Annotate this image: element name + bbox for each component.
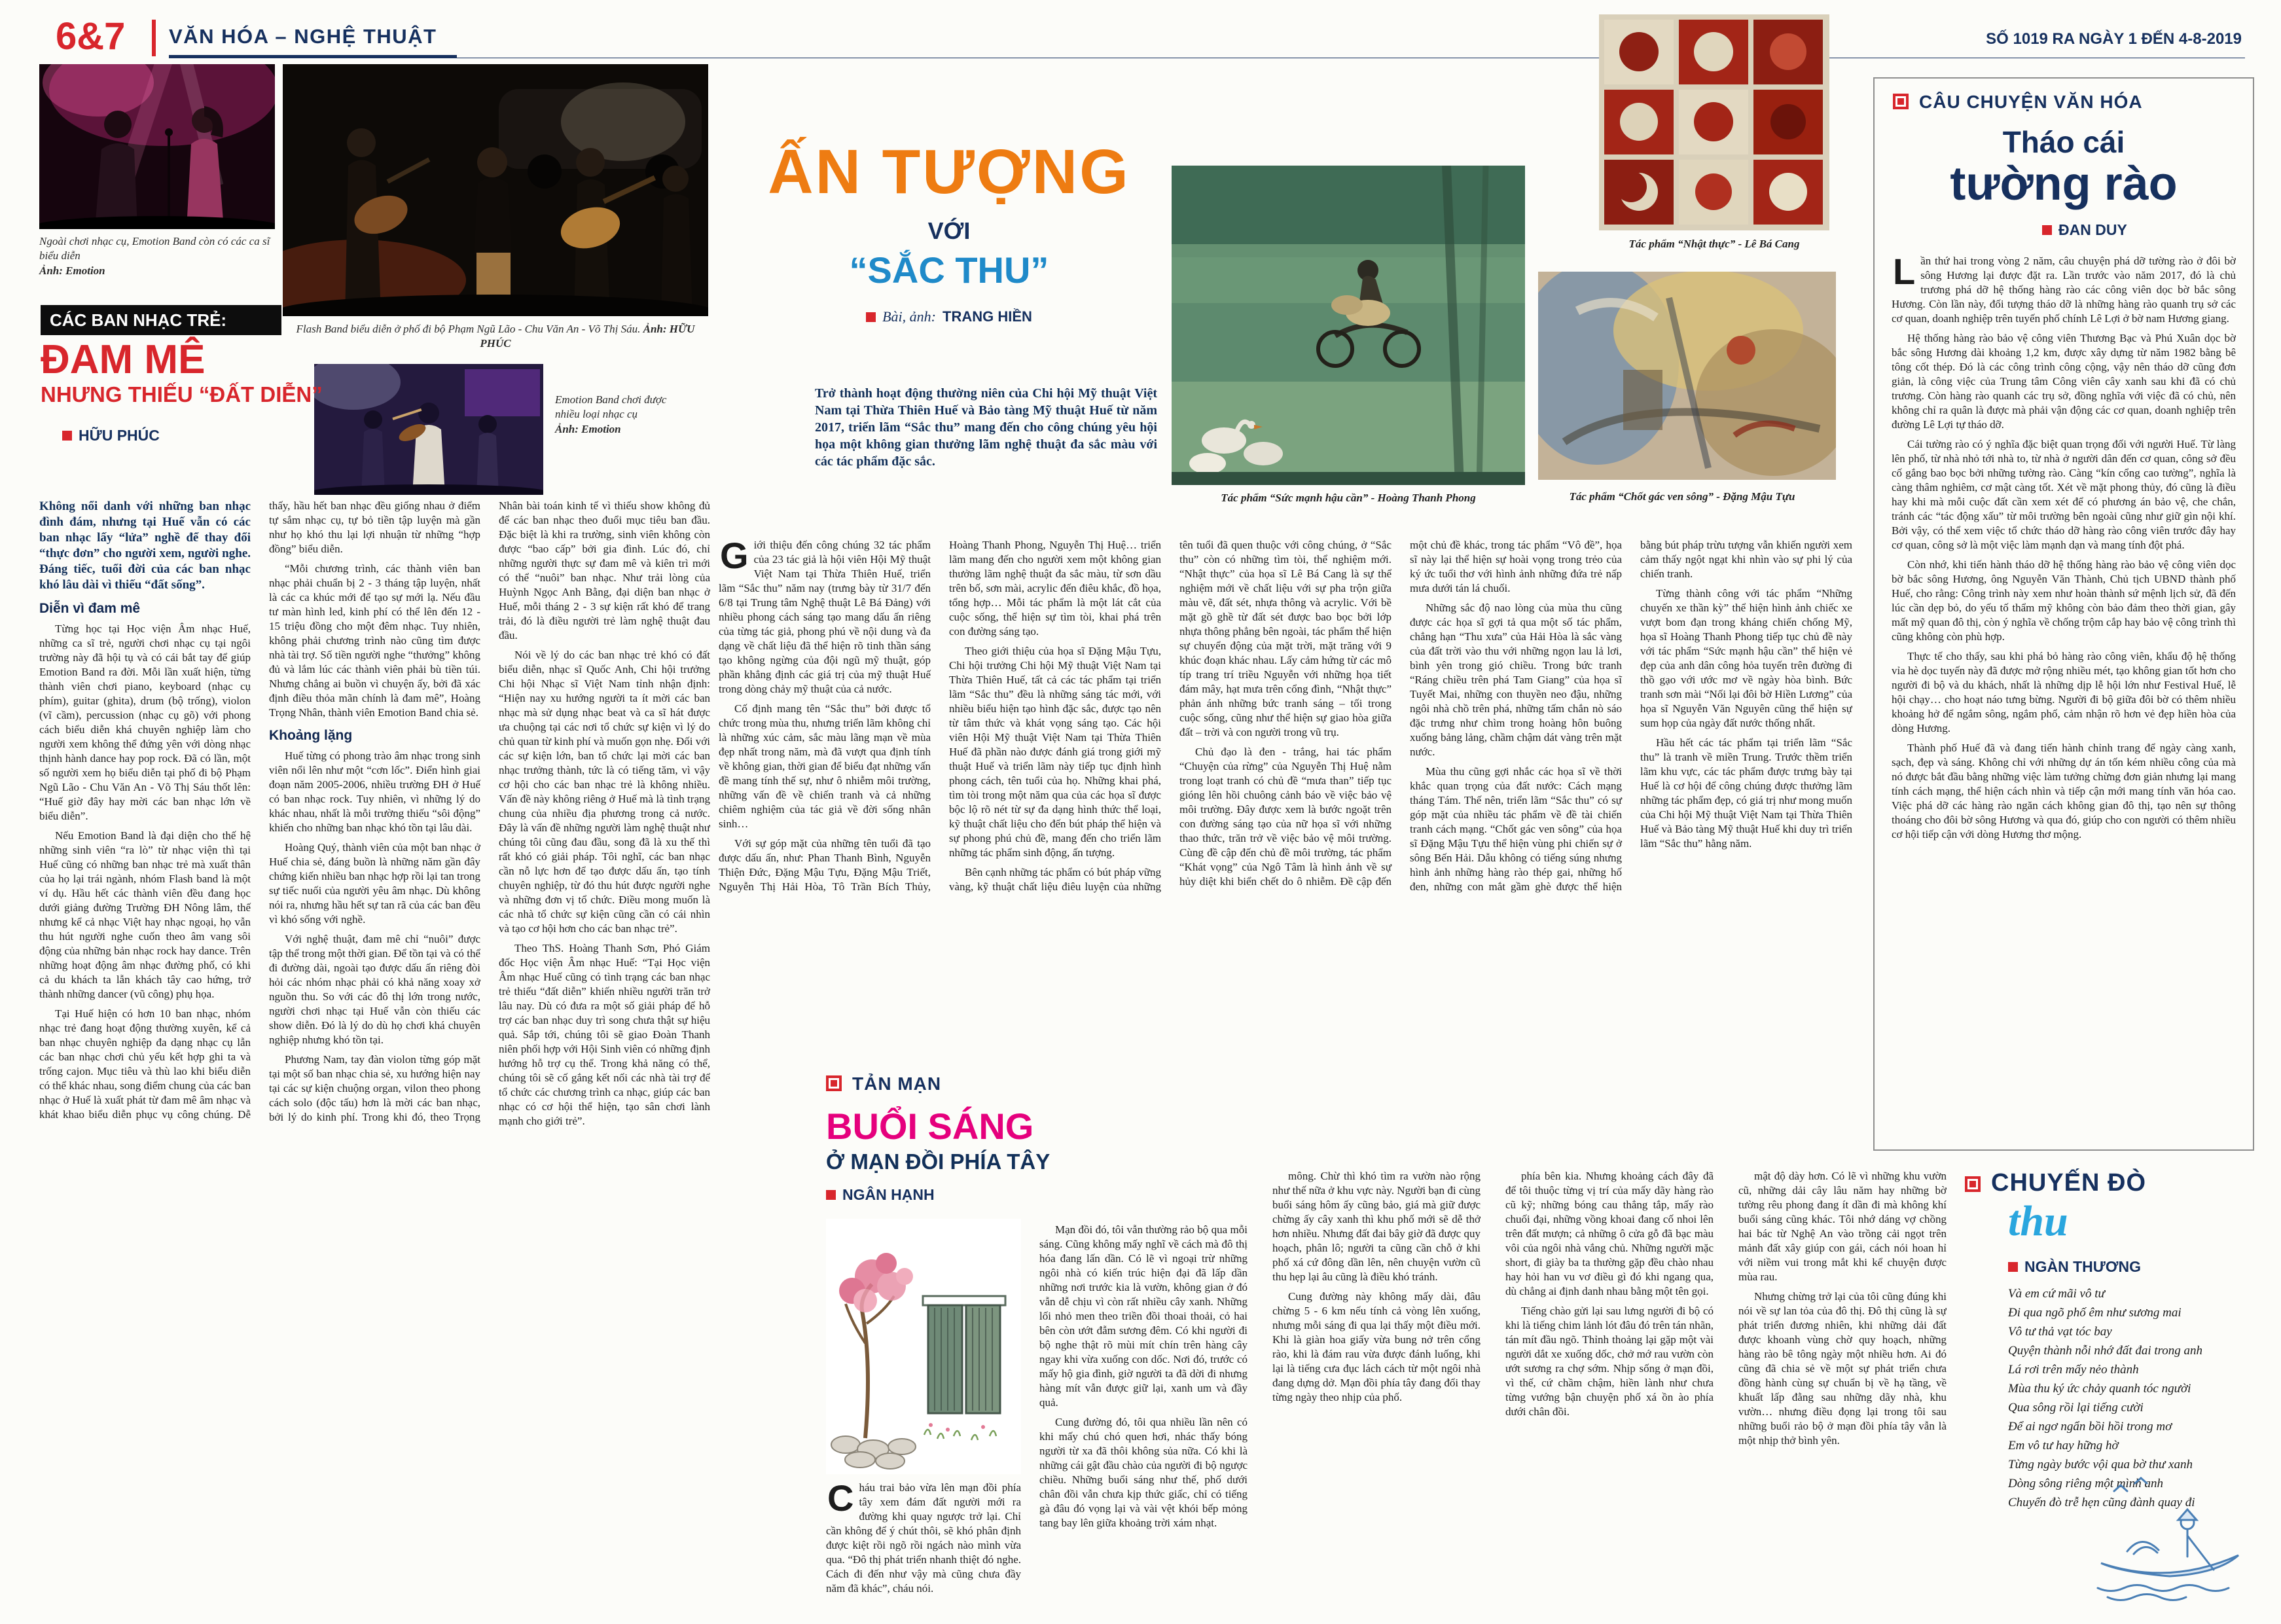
poem-line: Mùa thu ký ức chảy quanh tóc người [2008,1382,2191,1396]
essay-col-3 [1505,1169,1714,1600]
byline-marker-icon [2008,1262,2018,1272]
paragraph: phía bên kia. Nhưng khoảng cách đây đã để tôi thuộc từng vị trí của mấy dãy hàng rào cũ kỹ; những bóng cau thẳng tắp, mấy rào chuối đại, những vồng khoai đang cố nhoi lên trên đất mượn; cả những ô cửa gỗ đã bạc màu vôi của ngôi nhà vắng chủ. Những người mặc short, đi giày ba ta thường gặp đều chào nhau hay hỏi han vu vơ điều gì đó khi ngang qua, dù chẳng ai định danh nhau bằng một tên gọi. [1505,1170,1714,1297]
fence-title-big: tường rào [1950,158,2178,210]
poem-line: Đi qua ngõ phố êm như sương mai [2008,1306,2182,1320]
sacthu-article-header [740,136,1158,325]
essay-col-2 [1272,1169,1481,1600]
paragraph: Cung đường này không mấy dài, đâu chừng 5 - 6 km nếu tính cả vòng lên xuống, nhưng mỗi sáng đi qua lại thấy một điều mới. Khi là giàn hoa giấy vừa bung nở trên cổng rào, khi là đám rau vừa được đánh luống, khi lại là tiếng cưa đục lách cách từ một ngôi nhà đang dựng dở. Mạn đồi phía tây đang đổi thay từng ngày theo nhịp của phố. [1272,1290,1481,1403]
paragraph: Cháu trai bảo vừa lên mạn đồi phía tây xem đám đất người mới ra đường khi quay ngược trở lại. Chỉ cần không để ý chút thôi, sẽ khó phân định được kiệt rồi ngõ rồi ngách nào mình vừa qua. “Đô thị phát triển nhanh thiệt đó nghe. Cách đi đến như vậy mà cũng chưa đầy năm đã khác”, cháu nói. [826,1481,1021,1595]
emotion-band-singers-photo [39,64,275,229]
poem-byline [2008,1258,2141,1276]
paragraph: mật độ dày hơn. Có lẽ vì những khu vườn cũ, những dải cây lâu năm hay những bờ tường rêu phong đang ít dần đi mà không khí buổi sáng cũng khác. Tôi nhớ dáng vợ chồng hai bác từ Nghệ An vào trồng cải ngọt trên mảnh đất xây giúp con gái, cách nói hoan hỉ với niềm vui trong mắt khi kể chuyện được mùa rau. [1738,1170,1947,1283]
painting-caption: Tác phẩm “Chốt gác ven sông” - Đặng Mậu Tựu [1569,490,1795,503]
paragraph: Hoàng Quý, thành viên của một ban nhạc ở Huế chia sẻ, đáng buồn là những năm gần đây chứng kiến nhiều ban nhạc hợp rồi lại tan trong sự tiếc nuối của người yêu âm nhạc. Dù không nói ra, nhưng hầu hết sự tan rã của các ban đều vì khó sống với nghề. [269,841,480,926]
byline-name: NGÀN THƯƠNG [2024,1258,2141,1275]
painting-caption: Tác phẩm “Nhật thực” - Lê Bá Cang [1628,238,1800,250]
paragraph: “Mỗi chương trình, các thành viên ban nhạc phải chuẩn bị 2 - 3 tháng tập luyện, nhất là các ca khúc mới để tạo sự mới lạ. Nếu đầu tư màn hình led, kinh phí có thể lên đến 12 - 15 triệu đồng cho một đêm nhạc. Tuy nhiên, không phải chương trình nào cũng tìm được nhà tài trợ. Số tiền người nghe “thưởng” không đủ và lắm lúc các thành viên phải bù tiền túi. Nhưng chẳng ai buồn vì chuyện ấy, bởi đã xác định điều thỏa mãn chính là đam mê”, Hoàng Trọng Nhân, thành viên Emotion Band chia sẻ. [269,562,480,719]
paragraph: Từng học tại Học viện Âm nhạc Huế, những ca sĩ trẻ, người chơi nhạc cụ tại ngôi trường này đã hội tụ và có cái bắt tay để giúp Emotion Band ra đời. Mỗi lần xuất hiện, từng thành viên chơi piano, keyboard (nhạc cụ phím), guitar (ghita), drum (bộ trống), violon (vĩ cầm), percussion (nhạc cụ gõ) với phong cách biểu diễn khá chuyên nghiệp làm cho người xem không thể đứng yên với dòng nhạc thịnh hành dance hay pop rock. Đã có lần, một số người xem họ biểu diễn tại phố đi bộ Phạm Ngũ Lão - Chu Văn An - Võ Thị Sáu thốt lên: “Huế giờ đây hay mời các ban nhạc lớn về biểu diễn”. [39,623,251,822]
fence-title-small: Tháo cái [2002,125,2125,159]
paragraph: Thực tế cho thấy, sau khi phá bỏ hàng rào công viên, khẩu độ hệ thống vỉa hè dọc tuyến này đã được mở rộng nhiều mét, tạo không gian tốt hơn cho người đi bộ và du khách, nhất là những dịp lễ hội lớn như Festival Huế, lễ hội chạy… cho hoạt náo tưng bừng. Người đi bộ giữa đôi bờ có thêm nhiều khoảng hở để ngắm sông, ngắm phố, cảm nhận rõ hơn vẻ đẹp hiền hòa của dòng Hương. [1892,650,2236,734]
poem-title-line1: CHUYẾN ĐÒ [1991,1169,2147,1197]
paragraph: Khoảng lặng [269,728,353,743]
section-title: VĂN HÓA – NGHỆ THUẬT [169,25,437,48]
paragraph: Mạn đồi đó, tôi vẫn thường rảo bộ qua mỗi sáng. Cũng không mấy nghĩ về cách mà đô thị hóa đang lấn dần. Có lẽ vì ngoại trừ những ngôi nhà có kiến trúc hiện đại đã lấp dần những nơi trước kia là vườn, không gian ở đó vẫn dễ chịu vì còn rất nhiều cây xanh. Những lối nhỏ men theo triền đồi thoai thoải, cỏ hai bên còn ướt đẫm sương đêm. Có khi người đi bộ nghe thật rõ mùi mít chín trên hàng cây ngay khi vừa xuống con dốc. Nơi đó, trước có mấy hộ gia đình, giờ người ta đã dời đi nhưng hàng mít vẫn được giữ lại, xanh um và đầy quả. [1039,1223,1248,1409]
poem-line: Dòng sông riêng một mình anh [2008,1477,2163,1490]
paragraph: Cái tường rào có ý nghĩa đặc biệt quan trọng đối với người Huế. Từ làng lên phố, từ nhà nhỏ tới nhà to, từ nhà ở người dân đến cơ quan, công sở đều cố gắng bao bọc bởi những tường rào. Càng “kín cổng cao tường”, nghĩa là càng thâm nghiêm, cơ mật càng tốt. Xét về mặt phong thủy, đó cũng là điều hay khi mà mỗi cuộc đất cần xem xét để có phương án bảo vệ, che chắn, tránh các “tác động xấu” từ môi trường bên ngoài cũng như giữ gìn nội khí. Bởi vậy, có thể xem việc tổ chức tháo dỡ hàng rào công viên trước đây hay cơ quan, công sở là một việc làm mạnh dạn và mang tính đột phá. [1892,438,2236,551]
culture-story-kicker [1893,92,2143,113]
essay-title-main: BUỔI SÁNG [826,1106,1034,1147]
paragraph: Còn nhớ, khi tiến hành tháo dỡ hệ thống hàng rào bảo vệ công viên dọc bờ bắc sông Hương, ông Nguyễn Văn Thành, Chủ tịch UBND thành phố Huế, cho rằng: Công trình này xem như hoàn thành sứ mệnh lịch sử, đã đến lúc cần dẹp bỏ, do yếu tố thẩm mỹ không còn bảo đảm theo thời gian, gây mất mỹ quan đô thị, còn ý nghĩa về chống trộm cắp hay bảo vệ công trình thì cũng không còn phù hợp. [1892,558,2236,643]
sacthu-lead: Trở thành hoạt động thường niên của Chi hội Mỹ thuật Việt Nam tại Thừa Thiên Huế và Bảo tàng Mỹ thuật Huế từ năm 2017, triển lãm “Sắc thu” mang đến cho công chúng yêu hội họa một không gian thưởng lãm nghệ thuật đa sắc màu với các tác phẩm đặc sắc. [815,386,1157,469]
byline-name: ĐAN DUY [2058,221,2127,238]
sacthu-title-line3: “SẮC THU” [849,249,1049,291]
essay-title-sub: Ở MẠN ĐỒI PHÍA TÂY [826,1149,1051,1174]
band-article-byline [62,427,160,444]
paragraph: Tiếng chào gửi lại sau lưng người đi bộ có khi là tiếng chim lảnh lót đâu đó trên tán nhãn, tán mít đầu ngõ. Thỉnh thoảng lại gặp một vài người dắt xe xuống dốc, chở mớ rau vườn còn ướt sương ra chợ sớm. Nhịp sống ở mạn đồi, vì thế, cứ chầm chậm, hiền lành như chưa từng vướng bận chuyện phố xá ồn ào phía dưới chân đồi. [1505,1305,1714,1418]
section-marker-icon [826,1075,842,1091]
poem-line: Từng ngày bước vội qua bờ thư xanh [2008,1458,2193,1471]
essay-byline [826,1186,935,1204]
essay-col-0 [826,1481,1021,1600]
flash-band-photo [283,64,708,316]
paragraph: Từng thành công với tác phẩm “Những chuyến xe thần kỳ” thể hiện hình ảnh chiếc xe vượt bom đạn trong kháng chiến chống Mỹ, họa sĩ Hoàng Thanh Phong tiếp tục chủ đề này với tác phẩm “Sức mạnh hậu cần” thể hiện vẻ đẹp của anh dân công hỏa tuyến trên đường đi thồ gạo với ước mơ về ngày hòa bình. Bức tranh sơn mài “Nối lại đôi bờ Hiền Lương” của họa sĩ Nguyễn Văn Nguyên cũng thể hiện sự sum họp của ngày đất nước thống nhất. [1640,587,1852,729]
poem-line: Để ai ngơ ngẩn bồi hồi trong mơ [2008,1420,2172,1434]
paragraph: Nếu Emotion Band là đại diện cho thế hệ những sinh viên “ra lò” từ nhạc viện thì tại Huế cũng có những ban nhạc trẻ mà xuất thân của họ lại trái ngành, nhóm Flash band là một ví dụ. Hầu hết các thành viên đều đang học dưới giảng đường Trường ĐH Nông lâm, thế nhưng kể cả nhạc Việt hay nhạc ngoại, họ vẫn thu hút người nghe cuốn theo âm vang sôi động của những bản nhạc rock hay dance. Trên những hoạt động âm nhạc đường phố, có khi cả du khách ta lẫn khách tây cao hứng, trở thành những dancer (vũ công) phụ họa. [39,829,251,1000]
photo-credit: Ảnh: Emotion [555,422,621,435]
essay-kicker [826,1074,941,1094]
band-article-kicker: CÁC BAN NHẠC TRẺ: [41,305,281,335]
paragraph: Không nổi danh với những ban nhạc đình đám, nhưng tại Huế vẫn có các ban nhạc lấy “lửa” nghề để thay đổi “thực đơn” cho người xem, người nghe. Đáng tiếc, tuổi đời của các ban nhạc khó lâu dài vì thiếu “đất sống”. [39,499,251,592]
poem-line: Và em cứ mãi vô tư [2008,1287,2105,1301]
poem-line: Em vô tư hay hững hờ [2008,1439,2119,1453]
photo-credit: Ảnh: HỮU PHÚC [480,323,695,350]
issue-info: SỐ 1019 RA NGÀY 1 ĐẾN 4-8-2019 [1986,30,2242,48]
kicker-label: TẢN MẠN [852,1074,942,1094]
green-painting-illustration [1172,166,1525,485]
section-marker-icon [1893,94,1909,109]
band-article-title-line2: NHƯNG THIẾU “ĐẤT DIỄN” [41,382,323,406]
sacthu-byline [866,308,1032,325]
poem-line: Quyện thành nỗi nhớ đất đai trong anh [2008,1344,2203,1358]
sacthu-article-body [719,538,1852,1047]
painting-nhat-thuc [1599,14,1829,230]
byline-marker-icon [866,312,876,322]
boat-icon [2088,1465,2252,1606]
section-marker-icon [1965,1176,1981,1192]
byline-name: NGÂN HẠNH [842,1186,935,1203]
paragraph: Cố định mang tên “Sắc thu” bởi được tổ chức trong mùa thu, nhưng triển lãm không chỉ là những xúc cảm, sắc màu lãng mạn về mùa đẹp nhất trong năm, mà đã vượt qua định tính về không gian, thời gian để biểu đạt những vấn đề mang tính thế sự, như ô nhiễm môi trường, những vấn đề về chiến tranh và cả những chiêm nghiệm của tác giả về đời sống nhân sinh… [719,702,931,830]
caption-text: Flash Band biểu diễn ở phố đi bộ Phạm Ngũ Lão - Chu Văn An - Võ Thị Sáu. [296,323,641,335]
morning-sketch-illustration [826,1219,1021,1474]
paragraph: Cung đường đó, tôi qua nhiều lần nên có khi mấy chú chó quen hơi, nhác thấy bóng người từ xa đã thôi không sủa nữa. Có khi là những cái gật đầu chào của người đi bộ ngược chiều. Những buổi sáng như thế, phố dưới chân đồi vẫn chưa kịp thức giấc, chỉ có tiếng gà đâu đó vọng lại và vài vệt khói bếp mỏng tang bay lên giữa khoảng trời xám nhạt. [1039,1416,1248,1529]
essay-col-4 [1738,1169,1947,1600]
photo-caption [283,322,708,352]
paragraph: Hầu hết các tác phẩm tại triển lãm “Sắc thu” là tranh về miền Trung. Trước thềm triển lãm khu vực, các tác phẩm được trưng bày tại Huế là cơ hội để công chúng được thưởng lãm những tác phẩm đẹp, có giá trị như mong muốn của Chi hội Mỹ thuật Việt Nam tại Thừa Thiên Huế và Bảo tàng Mỹ thuật Huế khi duy trì triển lãm “Sắc thu” hằng năm. [1640,736,1852,850]
photo-credit: Ảnh: Emotion [39,264,105,277]
painting-chot-gac-ven-song [1538,272,1836,480]
caption-text: Emotion Band chơi được nhiều loại nhạc cụ [555,393,667,421]
photo-caption [555,393,692,437]
byline-prefix: Bài, ảnh: [882,308,936,325]
paragraph: Mùa thu cũng gợi nhắc các họa sĩ về thời khắc quan trọng của đất nước: Cách mạng tháng Tám. Thế nên, triển lãm “Sắc thu” có sự góp mặt của nhiều tác phẩm về đề tài chiến tranh cách mạng. “Chốt gác ven sông” của họa sĩ Đặng Mậu Tựu thể hiện vùng phi chiến sự ở sông Bến Hải. Dẫu không có tiếng súng nhưng hình ảnh những hàng rào thép gai, những hố đen, những con mắt gầm ghè được thể hiện bằng bút pháp trừu tượng vẫn khiến người xem cảm thấy ngột ngạt khi nhìn vào sự phi lý của chiến tranh. [1410,539,1852,893]
poem-line: Vô tư thả vạt tóc bay [2008,1325,2112,1339]
fence-article-body [1892,254,2236,1135]
paragraph: Theo ThS. Hoàng Thanh Sơn, Phó Giám đốc Học viện Âm nhạc Huế: “Tại Học viện Âm nhạc Huế cũng có tình trạng các ban nhạc trẻ thiếu “đất diễn” khiến nhiều người trăn trở lâu nay. Dù có đưa ra một số giải pháp để hỗ trợ các ban nhạc duy trì song chưa thật sự hiệu quả. Sắp tới, chúng tôi sẽ giao Đoàn Thanh niên phối hợp với Hội Sinh viên có những định hướng hỗ trợ cụ thể. Trong khả năng có thể, chúng tôi sẽ cố gắng kết nối các nhà tài trợ để tổ chức các chương trình ca nhạc, giúp các ban nhạc có cơ hội thể hiện, tạo sân chơi lành mạnh cho giới trẻ”. [499,942,710,1127]
paragraph: Những sắc độ nao lòng của mùa thu cũng được các họ‌a sĩ gợi tả qua một số tác phẩm, chẳng hạn “Thu xưa” của Hải Hòa là sắc vàng của đất trời vào thu với những ngọn lau lả lơi, bình yên trong gió chiều. Trong bức tranh “Ráng chiều trên phá Tam Giang” của họa sĩ Tuyết Mai, những con thuyền neo đậu, những ngôi nhà chồ trên phá, những tấm chắn nò sáo đặc trưng như chìm trong hoàng hôn buông xuống bảng lảng, chầm chậm dát vàng trên mặt nước. [1410,602,1622,758]
band-article-title-line1: ĐAM MÊ [41,337,206,382]
kicker-label: CÂU CHUYỆN VĂN HÓA [1919,92,2143,112]
band-article-body [39,499,710,1600]
paragraph: Chủ đạo là đen - trắng, hai tác phẩm “Chuyện của rừng” của Nguyễn Thị Huệ nằm trong loạt tranh có chủ đề “mưa than” tiếp tục gióng lên hồi chuông cảnh báo về việc bảo vệ môi trường. Đây được xem là bước ngoặt trên con đường sáng tạo của nữ họa sĩ với những thao thức, trăn trở về việc bảo vệ môi trường. Cùng đề cập đến chủ đề môi trường, tác phẩm “Khát vọng” của Ngô Tâm là hình ảnh về sự hủy diệt khi biển chết do ô nhiễm. Đề cập đến một chủ đề khác, trong tác phẩm “Vô đề”, họa sĩ này lại thể hiện sự hoài vọng trong trẻo của ký ức tuổi thơ với hình ảnh những đứa trẻ nấp mưa dưới tán lá chuối. [1179,539,1622,888]
concert-photo-illustration [39,64,275,229]
paragraph: Thành phố Huế đã và đang tiến hành chỉnh trang để ngày càng xanh, sạch, đẹp và sáng. Không chỉ với những dự án tốn kém nhiều công của mà nó được bắt đầu bằng những việc làm tưởng chừng đơn giản nhưng lại mang tính cách mạng, thể hiện cách nhìn và tiếp cận mới mang tính văn hóa cao. Việc phá dỡ các hàng rào ngăn cách không gian đô thị, tạo nên sự thông thoáng cho đôi bờ sông Hương và qua đó, giúp cho con người có thêm nhiều cơ hội tiếp cận với dòng Hương thơ mộng. [1892,742,2236,840]
violin-photo-illustration [314,364,543,495]
paragraph: Nhưng chừng trở lại của tôi cũng đúng khi nói về sự lan tỏa của đô thị. Đô thị cũng là sự phát triển đương nhiên, khi những dải đất được khoanh vùng chờ quy hoạch, những hàng rào bê tông ngày một nhiều hơn. Ai đó cũng đã chia sẻ về một sự phát triển chưa đồng hành cùng sự chuẩn bị về hạ tầng, về khuất lấp đằng sau những dãy nhà, khu vườn… nhưng điều đọng lại trong tôi sau những buổi rảo bộ ở mạn đồi phía tây vẫn là một nhịp thở bình yên. [1738,1290,1947,1447]
photo-caption [39,234,275,278]
byline-marker-icon [2042,225,2052,235]
caption-text: Ngoài chơi nhạc cụ, Emotion Band còn có các ca sĩ biểu diễn [39,235,270,262]
poem-line: Qua sông rồi lại tiếng cười [2008,1401,2144,1415]
poem-kicker [1965,1169,2146,1197]
paragraph: Phương Nam, tay đàn violon từng góp mặt tại một số ban nhạc chia sẻ, xu hướng hiện nay tại các sự kiện chuộng organ, vilon theo phong cách solo (độc tấu) hơn là mời các ban nhạc, bởi lý do kinh phí. Trong khi đó, theo Trọng Nhân bài toán kinh tế vì thiếu show không đủ để các ban nhạc theo đuổi mục tiêu ban đầu. Đặc biệt là khi ra trường, sinh viên không còn được “bao cấp” bởi gia đình. Lúc đó, chỉ những người thực sự đam mê và kiên trì mới có thể “nuôi” ban nhạc. Như trải lòng của Huỳnh Ngọc Anh Bằng, đại diện ban nhạc ở Huế, mỗi tháng 2 - 3 sự kiện rất khó để trang trải, đó là điều người trẻ làm nghệ thuật đau đầu. [269,499,710,1123]
abstract-painting-illustration [1538,272,1836,480]
poem-line: Chuyến đò trễ hẹn cũng đành quay đi [2008,1496,2195,1509]
byline-name: HỮU PHÚC [79,427,160,444]
paragraph: Diễn vì đam mê [39,601,141,616]
paragraph: Theo giới thiệu của họa sĩ Đặng Mậu Tựu, Chi hội trưởng Chi hội Mỹ thuật Việt Nam tại Thừa Thiên Huế, tất cả các tác phẩm tại triển lãm “Sắc thu” đều là những sáng tác mới, với nhiều biểu hiện tạo hình đặc sắc, được tạo nên từ tâm thức và khát vọng sáng tạo. Các hội viên Hội Mỹ thuật Việt Nam tại Thừa Thiên Huế đã phần nào được đánh giá trong giới mỹ thuật Huế và triển lãm này tiếp tục định hình phong cách, tên tuổi của họ. Những khai phá, tìm tòi trong một năm qua của các họa sĩ được bộc lộ rõ nét từ sự đa dạng hình thức thể loại, kỹ thuật chất liệu cho đến bút pháp thể hiện và sự phong phú chủ đề, mang đến cho triển lãm những tác phẩm sinh động, ấn tượng. [949,645,1161,859]
sacthu-title-line2: VỚI [927,217,971,244]
page-number: 6&7 [56,15,126,58]
poem-title-line2: thu [2008,1197,2068,1245]
painting-caption: Tác phẩm “Sức mạnh hậu cần” - Hoàng Thanh Phong [1221,492,1476,504]
paragraph: Tại Huế hiện có hơn 10 ban nhạc, nhóm nhạc trẻ đang hoạt động thường xuyên, kể cả ban nhạc chuyên nghiệp đa dạng nhạc cụ lẫn các ban nhạc chơi chủ yếu kết hợp ghi ta và trống cajon. Mục tiêu và thù lao khi biểu diễn có thể khác nhau, song điểm chung của các ban nhạc ở Huế là xuất phát từ đam mê âm nhạc và khát khao biểu diễn phục vụ công chúng. Dễ thấy, hầu hết ban nhạc đều giống nhau ở điểm tự sắm nhạc cụ, tự bỏ tiền tập luyện mà gần như họ khó thu lại lợi nhuận từ những “hợp đồng” biểu diễn. [39,499,480,1121]
paragraph: Bên cạnh những tác phẩm có bút pháp vững vàng, kỹ thuật chất liệu điêu luyện của những tên tuổi đã quen thuộc với công chúng, ở “Sắc thu” còn có những tìm tòi, thể nghiệm mới. “Nhật thực” của họa sĩ Lê Bá Cang là sự thể nghiệm mới về chất liệu với sự pha trộn giữa màu vẽ, đất sét, nhựa thông và acrylic. Với bề mặt gồ ghề từ đất sét được bao bọc bởi lớp nhựa thông phẳng bên ngoài, tác phẩm thể hiện sự chuyển động của mặt trời, mặt trăng với 9 khúc đoạn khác nhau. Lấy cảm hứng từ các mô típ trang trí triều Nguyễn với những họa tiết đám mây, hạt mưa trên cổng đình, “Nhật thực” phản ánh những bức tranh sáng – tối trong cuộc sống, cũng như thể hiện sự giao hòa giữa đất – trời và con người trong vũ trụ. [949,539,1392,893]
paragraph: Nói về lý do các ban nhạc trẻ khó có đất biểu diễn, nhạc sĩ Quốc Anh, Chi hội trưởng Chi hội Nhạc sĩ Việt Nam tỉnh nhận định: “Hiện nay xu hướng người ta ít mời các ban nhạc mà sử dụng nhạc beat và ca sĩ hát được ưa chuộng tại các nơi tổ chức sự kiện vì lý do chủ quan từ kinh phí và muốn gọn nhẹ. Đối với các sự kiện lớn, ban tổ chức lại mời các ban nhạc trưởng thành, tức là có tiếng tăm, vì vậy cơ hội cho các ban nhạc trẻ là không nhiều. Vấn đề này không riêng ở Huế mà là tình trạng chung của nhiều địa phương trong cả nước. Đây là vấn đề những người làm nghệ thuật như chúng tôi cũng đau đầu, song đã là xu thế thì rất khó có giải pháp. Tôi nghĩ, các ban nhạc cần nỗ lực hơn để tạo được dấu ấn, tạo tính chuyên nghiệp, từ đó thu hút được người nghe và những đơn vị tổ chức. Điều mong muốn là các nhà tổ chức sự kiện cũng cần có cái nhìn và tạo cơ hội hơn cho các ban nhạc trẻ”. [499,649,710,935]
byline-marker-icon [826,1190,836,1200]
paragraph: Huế từng có phong trào âm nhạc trong sinh viên nổi lên như một “cơn lốc”. Điển hình giai đoạn năm 2005-2006, nhiều trường ĐH ở Huế có ban nhạc rock. Tuy nhiên, vì những lý do khác nhau, nhất là mỗi trường thiếu “sôi động” khiến cho những ban nhạc khó tồn tại lâu dài. [269,749,480,834]
byline-name: TRANG HIỀN [943,308,1032,325]
street-band-photo-illustration [283,64,708,316]
paragraph: Lần thứ hai trong vòng 2 năm, câu chuyện phá dỡ tường rào ở đôi bờ sông Hương lại được đặt ra. Lần trước vào năm 2017, đó là chủ trương phá dỡ hệ thống hàng rào các công viên dọc bờ bắc sông Hương. Còn lần này, đối tượng tháo dỡ là những hàng rào quanh trụ sở các cơ quan, doanh nghiệp trên tuyến phố chính Lê Lợi ở bờ nam Hương giang. [1892,254,2236,325]
essay-col-1 [1039,1223,1248,1600]
header-red-bar [152,20,156,56]
gate-tree-illustration [826,1219,1021,1474]
sacthu-title-line1: ẤN TƯỢNG [768,137,1130,207]
poem-line: Lá rơi trên mấy nẻo thành [2008,1363,2139,1377]
paragraph: Với nghệ thuật, đam mê chỉ “nuôi” được tập thể trong một thời gian. Để tồn tại và có thể đi đường dài, ngoài tạo được dấu ấn riêng đòi hỏi các nhóm nhạc phải có khả năng xoay xở nguồn thu. So với các đô thị lớn trong nước, người chơi nhạc tại Huế vẫn còn thiếu các show diễn. Đó là lý do dù họ chơi khá chuyên nghiệp nhưng khó tồn tại. [269,933,480,1046]
boat-sketch-illustration [2088,1465,2252,1606]
paragraph: mông. Chừ thì khó tìm ra vườn nào rộng như thế nữa ở khu vực này. Người bạn đi cùng buổi sáng hôm ấy cũng bảo, giá mà giữ được chừng ấy cây xanh thì khu phố mới sẽ dễ thở hơn nhiều. Nhưng đất đai bây giờ đã được quy hoạch, phân lô; người ta cũng cần chỗ ở khi phố xá cứ đông dần lên, nên chuyện vườn cũ thu hẹp lại âu cũng là điều khó tránh. [1272,1170,1481,1283]
paragraph: Hệ thống hàng rào bảo vệ công viên Thương Bạc và Phú Xuân dọc bờ bắc sông Hương dài khoảng 1,2 km, được xây dựng từ năm 1982 bằng bê tông cốt thép. Đó là các công trình công cộng, vậy nên tháo dỡ cũng đơn giản, là công việc của Trung tâm Công viên cây xanh sau khi đã có chủ trương. Còn hàng rào quanh các trụ sở, đồng nghĩa với việc đã có chủ, nên không chỉ ra quân là được mà phải vận động các cơ quan, doanh nghiệp trên đường Lê Lợi tự tháo dỡ. [1892,332,2236,431]
byline-marker-icon [62,431,72,441]
paragraph: Với sự góp mặt của những tên tuổi đã tạo được dấu ấn, như: Phan Thanh Bình, Nguyễn Thiện Đức, Đặng Mậu Tựu, Đặng Mậu Triết, Nguyễn Thị Hải Hòa, Tô Trần Bích Thủy, Hoàng Thanh Phong, Nguyễn Thị Huệ… triển lãm mang đến cho người xem một không gian thưởng lãm nghệ thuật đa sắc màu, từ sơn dầu trên bố, sơn mài, acrylic đến điêu khắc, đồ họa, tổng hợp… Mỗi tác phẩm là một lát cắt của cuộc sống, thể hiện sự tìm tòi, khai phá trên con đường sáng tạo. [719,539,1161,893]
emotion-band-violin-photo [314,364,543,495]
painting-suc-manh-hau-can [1172,166,1525,485]
paragraph: Giới thiệu đến công chúng 32 tác phẩm của 23 tác giả là hội viên Hội Mỹ thuật Việt Nam tại Thừa Thiên Huế, triển lãm “Sắc thu” năm nay (trưng bày từ 31/7 đến 6/8 tại Trung tâm Nghệ thuật Lê Bá Đảng) với nhiều phong cách sáng tạo mang dấu ấn riêng của từng tác giả, phong phú về nội dung và đa dạng về chất liệu đã thể hiện rõ tinh thần sáng tạo không ngừng của đội ngũ mỹ thuật, góp phần khẳng định các giá trị của mỹ thuật Huế trong dòng chảy mỹ thuật của cả nước. [719,538,931,695]
grid-painting-illustration [1599,14,1829,230]
fence-byline [2042,221,2127,239]
